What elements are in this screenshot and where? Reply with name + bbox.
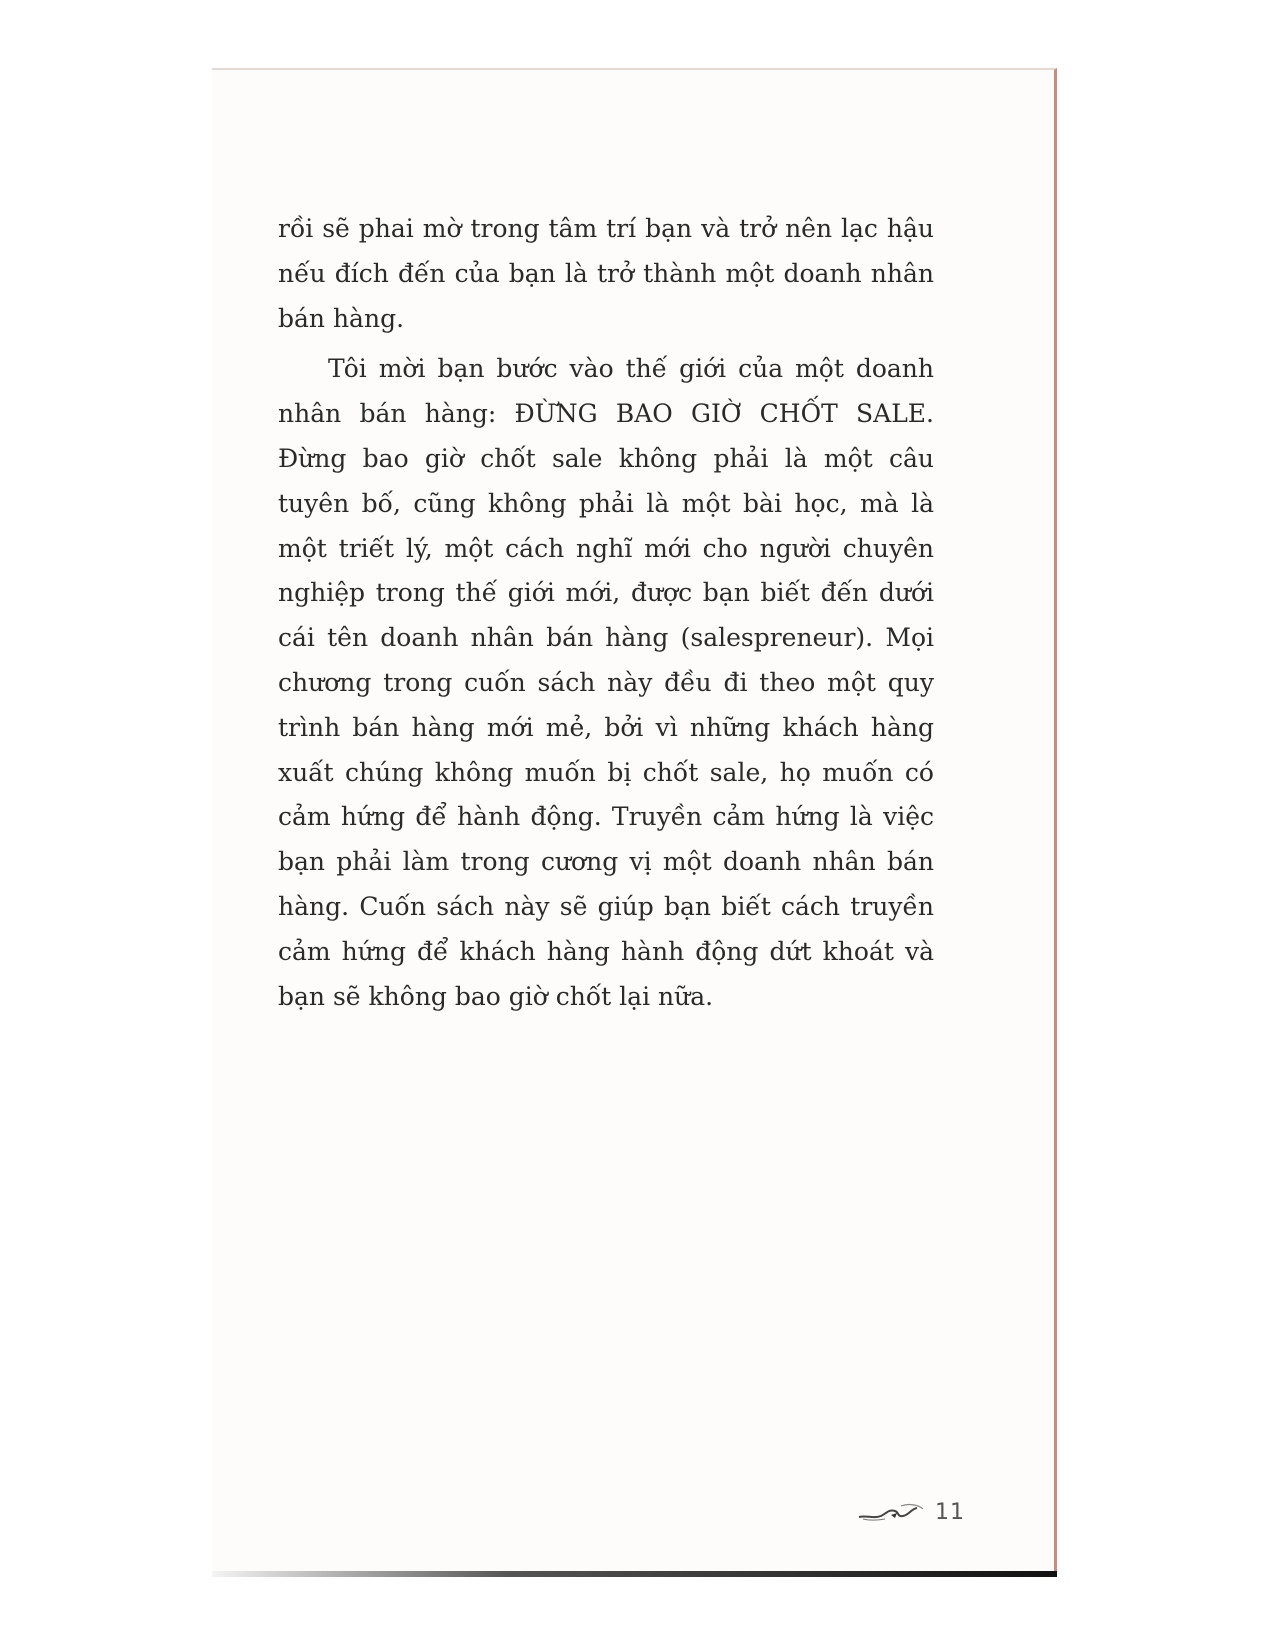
page-footer <box>857 1500 965 1525</box>
body-text <box>278 207 934 1019</box>
book-page <box>212 68 1057 1573</box>
paragraph-1: rồi sẽ phai mờ trong tâm trí bạn và trở nên lạc hậu nếu đích đến của bạn là trở thành một doanh nhân bán hàng. <box>278 214 934 333</box>
page-number: 11 <box>935 1500 965 1525</box>
flourish-ornament-icon <box>857 1501 927 1525</box>
paragraph-2: Tôi mời bạn bước vào thế giới của một doanh nhân bán hàng: ĐỪNG BAO GIỜ CHỐT SALE. Đừng bao giờ chốt sale không phải là một câu tuyên bố, cũng không phải là một bài học, mà là một triết lý, một cách nghĩ mới cho người chuyên nghiệp trong thế giới mới, được bạn biết đến dưới cái tên doanh nhân bán hàng (salespreneur). Mọi chương trong cuốn sách này đều đi theo một quy trình bán hàng mới mẻ, bởi vì những khách hàng xuất chúng không muốn bị chốt sale, họ muốn có cảm hứng để hành động. Truyền cảm hứng là việc bạn phải làm trong cương vị một doanh nhân bán hàng. Cuốn sách này sẽ giúp bạn biết cách truyền cảm hứng để khách hàng hành động dứt khoát và bạn sẽ không bao giờ chốt lại nữa. <box>278 354 934 1011</box>
